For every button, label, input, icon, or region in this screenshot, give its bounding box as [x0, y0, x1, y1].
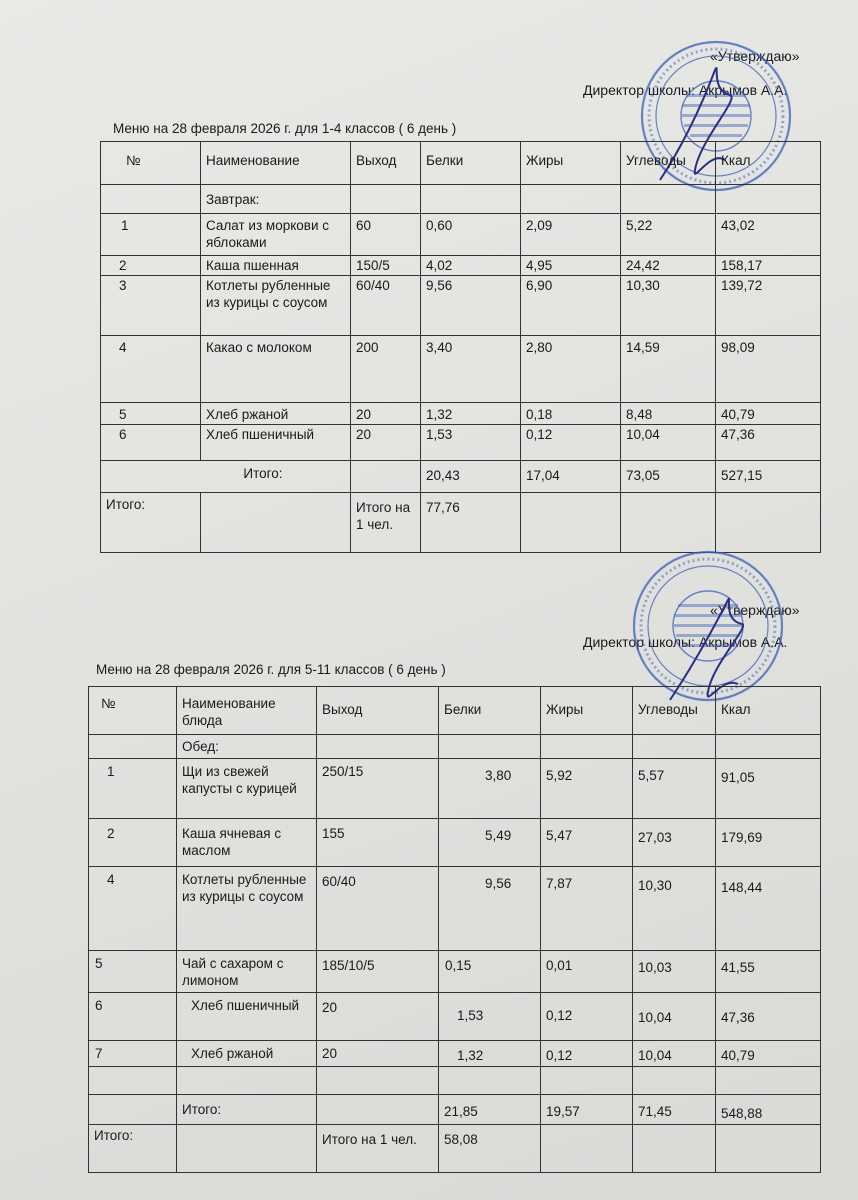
col-header-carbs: Углеводы — [621, 142, 716, 185]
row-kcal: 40,79 — [716, 403, 821, 425]
row-protein: 0,15 — [439, 951, 541, 993]
row-output: 250/15 — [317, 759, 439, 819]
subtotal-fat: 17,04 — [521, 461, 621, 493]
subtotal-label: Итого: — [177, 1095, 317, 1125]
row-kcal: 179,69 — [716, 819, 821, 867]
subtotal-protein: 21,85 — [439, 1095, 541, 1125]
table-row — [89, 867, 821, 951]
table-row — [101, 256, 821, 276]
row-fat: 2,09 — [521, 214, 621, 256]
menu-table-1-4 — [100, 141, 821, 553]
row-num: 6 — [101, 425, 201, 461]
row-carbs: 10,03 — [633, 951, 716, 993]
row-num: 5 — [89, 951, 177, 993]
row-name: Хлеб пшеничный — [177, 993, 317, 1041]
col-header-name: Наименование — [201, 142, 351, 185]
row-carbs: 27,03 — [633, 819, 716, 867]
row-fat: 6,90 — [521, 276, 621, 336]
row-num: 4 — [101, 336, 201, 403]
row-carbs: 10,30 — [621, 276, 716, 336]
total-value: 58,08 — [439, 1125, 541, 1173]
total-value: 77,76 — [421, 493, 521, 553]
menu-table-5-11 — [88, 686, 821, 1173]
subtotal-protein: 20,43 — [421, 461, 521, 493]
section-row — [89, 735, 821, 759]
row-kcal: 139,72 — [716, 276, 821, 336]
row-output: 185/10/5 — [317, 951, 439, 993]
row-fat: 0,18 — [521, 403, 621, 425]
row-num: 1 — [89, 759, 177, 819]
row-carbs: 8,48 — [621, 403, 716, 425]
row-carbs: 10,04 — [633, 993, 716, 1041]
row-kcal: 148,44 — [716, 867, 821, 951]
row-protein: 9,56 — [421, 276, 521, 336]
table-row — [89, 759, 821, 819]
row-fat: 7,87 — [541, 867, 633, 951]
row-name: Хлеб ржаной — [177, 1041, 317, 1067]
row-kcal: 41,55 — [716, 951, 821, 993]
total-label: Итого: — [89, 1125, 177, 1173]
col-header-output: Выход — [317, 687, 439, 735]
col-header-fat: Жиры — [541, 687, 633, 735]
row-protein: 3,40 — [421, 336, 521, 403]
approve-word: «Утверждаю» — [710, 602, 800, 618]
col-header-name: Наименование блюда — [177, 687, 317, 735]
row-name: Котлеты рубленные из курицы с соусом — [177, 867, 317, 951]
total-per-person-label: Итого на 1 чел. — [351, 493, 421, 553]
row-kcal: 47,36 — [716, 993, 821, 1041]
menu-title-1-4: Меню на 28 февраля 2026 г. для 1-4 классов ( 6 день ) — [113, 121, 457, 136]
row-fat: 0,12 — [521, 425, 621, 461]
row-protein: 1,53 — [421, 425, 521, 461]
total-label: Итого: — [101, 493, 201, 553]
row-protein: 9,56 — [439, 867, 541, 951]
subtotal-kcal: 527,15 — [716, 461, 821, 493]
row-output: 20 — [351, 403, 421, 425]
subtotal-row — [89, 1095, 821, 1125]
row-output: 60/40 — [317, 867, 439, 951]
row-protein: 1,53 — [439, 993, 541, 1041]
row-num: 4 — [89, 867, 177, 951]
row-num: 1 — [101, 214, 201, 256]
row-output: 150/5 — [351, 256, 421, 276]
table-row — [89, 951, 821, 993]
row-kcal: 158,17 — [716, 256, 821, 276]
row-carbs: 10,30 — [633, 867, 716, 951]
row-output: 200 — [351, 336, 421, 403]
col-header-fat: Жиры — [521, 142, 621, 185]
row-kcal: 91,05 — [716, 759, 821, 819]
row-fat: 5,92 — [541, 759, 633, 819]
row-protein: 4,02 — [421, 256, 521, 276]
section-label: Завтрак: — [201, 185, 351, 214]
table-row — [101, 336, 821, 403]
row-carbs: 5,57 — [633, 759, 716, 819]
row-num: 3 — [101, 276, 201, 336]
col-header-kcal: Ккал — [716, 687, 821, 735]
table-row — [101, 425, 821, 461]
row-name: Каша пшенная — [201, 256, 351, 276]
row-fat: 5,47 — [541, 819, 633, 867]
row-carbs: 24,42 — [621, 256, 716, 276]
subtotal-label: Итого: — [101, 461, 351, 493]
table-row — [89, 819, 821, 867]
row-name: Котлеты рубленные из курицы с соусом — [201, 276, 351, 336]
row-name: Какао с молоком — [201, 336, 351, 403]
row-kcal: 40,79 — [716, 1041, 821, 1067]
row-kcal: 98,09 — [716, 336, 821, 403]
row-kcal: 43,02 — [716, 214, 821, 256]
subtotal-row — [101, 461, 821, 493]
row-carbs: 5,22 — [621, 214, 716, 256]
row-carbs: 14,59 — [621, 336, 716, 403]
row-kcal: 47,36 — [716, 425, 821, 461]
total-row — [101, 493, 821, 553]
col-header-kcal: Ккал — [716, 142, 821, 185]
row-output: 20 — [317, 993, 439, 1041]
table-row — [89, 993, 821, 1041]
row-output: 20 — [351, 425, 421, 461]
approve-word: «Утверждаю» — [710, 48, 800, 64]
row-output: 60/40 — [351, 276, 421, 336]
subtotal-kcal: 548,88 — [716, 1095, 821, 1125]
section-label: Обед: — [177, 735, 317, 759]
empty-row — [89, 1067, 821, 1095]
row-output: 60 — [351, 214, 421, 256]
col-header-num: № — [89, 687, 177, 735]
row-name: Салат из моркови с яблоками — [201, 214, 351, 256]
subtotal-carbs: 73,05 — [621, 461, 716, 493]
total-per-person-label: Итого на 1 чел. — [317, 1125, 439, 1173]
menu-title-5-11: Меню на 28 февраля 2026 г. для 5-11 классов ( 6 день ) — [96, 662, 446, 677]
row-protein: 5,49 — [439, 819, 541, 867]
row-fat: 4,95 — [521, 256, 621, 276]
header-row — [89, 687, 821, 735]
row-name: Хлеб ржаной — [201, 403, 351, 425]
row-output: 155 — [317, 819, 439, 867]
section-row — [101, 185, 821, 214]
row-name: Хлеб пшеничный — [201, 425, 351, 461]
row-name: Чай с сахаром с лимоном — [177, 951, 317, 993]
row-protein: 1,32 — [439, 1041, 541, 1067]
col-header-num: № — [101, 142, 201, 185]
director-line: Директор школы: Акрымов А.А. — [583, 82, 788, 98]
table-row — [101, 276, 821, 336]
table-row — [89, 1041, 821, 1067]
total-row — [89, 1125, 821, 1173]
col-header-protein: Белки — [421, 142, 521, 185]
row-protein: 1,32 — [421, 403, 521, 425]
row-num: 6 — [89, 993, 177, 1041]
col-header-output: Выход — [351, 142, 421, 185]
row-protein: 3,80 — [439, 759, 541, 819]
row-fat: 0,01 — [541, 951, 633, 993]
row-output: 20 — [317, 1041, 439, 1067]
row-carbs: 10,04 — [633, 1041, 716, 1067]
row-fat: 0,12 — [541, 993, 633, 1041]
header-row — [101, 142, 821, 185]
col-header-carbs: Углеводы — [633, 687, 716, 735]
row-protein: 0,60 — [421, 214, 521, 256]
row-name: Каша ячневая с маслом — [177, 819, 317, 867]
row-num: 2 — [89, 819, 177, 867]
row-name: Щи из свежей капусты с курицей — [177, 759, 317, 819]
row-num: 5 — [101, 403, 201, 425]
col-header-protein: Белки — [439, 687, 541, 735]
table-row — [101, 403, 821, 425]
row-num: 7 — [89, 1041, 177, 1067]
subtotal-fat: 19,57 — [541, 1095, 633, 1125]
row-fat: 2,80 — [521, 336, 621, 403]
director-line: Директор школы: Акрымов А.А. — [583, 634, 788, 650]
table-row — [101, 214, 821, 256]
subtotal-carbs: 71,45 — [633, 1095, 716, 1125]
row-num: 2 — [101, 256, 201, 276]
row-carbs: 10,04 — [621, 425, 716, 461]
row-fat: 0,12 — [541, 1041, 633, 1067]
